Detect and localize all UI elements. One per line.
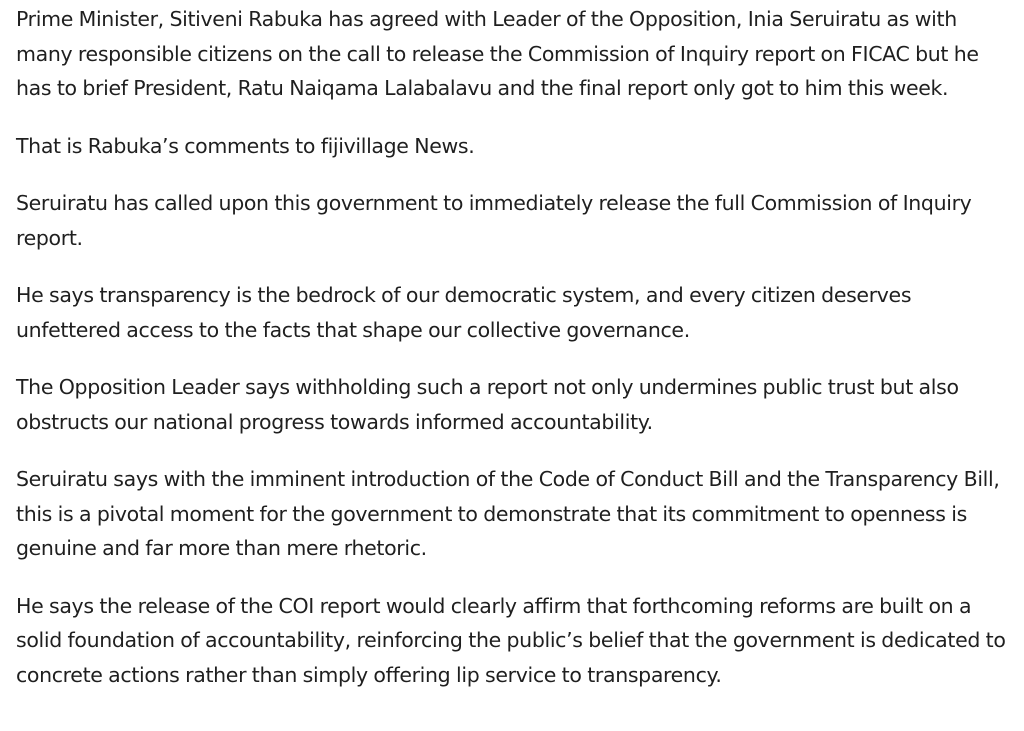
article-paragraph-5: The Opposition Leader says withholding such a report not only undermines public trust but also obstructs our national progress towards informed accountability. — [16, 375, 959, 434]
article-paragraph-3: Seruiratu has called upon this government to immediately release the full Commission of Inquiry report. — [16, 191, 972, 250]
article-paragraph-1: Prime Minister, Sitiveni Rabuka has agreed with Leader of the Opposition, Inia Seruiratu as with many responsible citizens on the call to release the Commission of Inquiry report on FICAC but he has to brief President, Ratu Naiqama Lalabalavu and the final report only got to him this week. — [16, 7, 979, 100]
article-paragraph-6: Seruiratu says with the imminent introduction of the Code of Conduct Bill and the Transparency Bill, this is a pivotal moment for the government to demonstrate that its commitment to openness is genuine and far more than mere rhetoric. — [16, 467, 1000, 560]
article-paragraph-2: That is Rabuka’s comments to fijivillage News. — [16, 133, 475, 158]
article-paragraph-4: He says transparency is the bedrock of our democratic system, and every citizen deserves unfettered access to the facts that shape our collective governance. — [16, 283, 912, 342]
article-paragraph-7: He says the release of the COI report would clearly affirm that forthcoming reforms are built on a solid foundation of accountability, reinforcing the public’s belief that the government is dedicated to concrete actions rather than simply offering lip service to transparency. — [16, 593, 1006, 687]
